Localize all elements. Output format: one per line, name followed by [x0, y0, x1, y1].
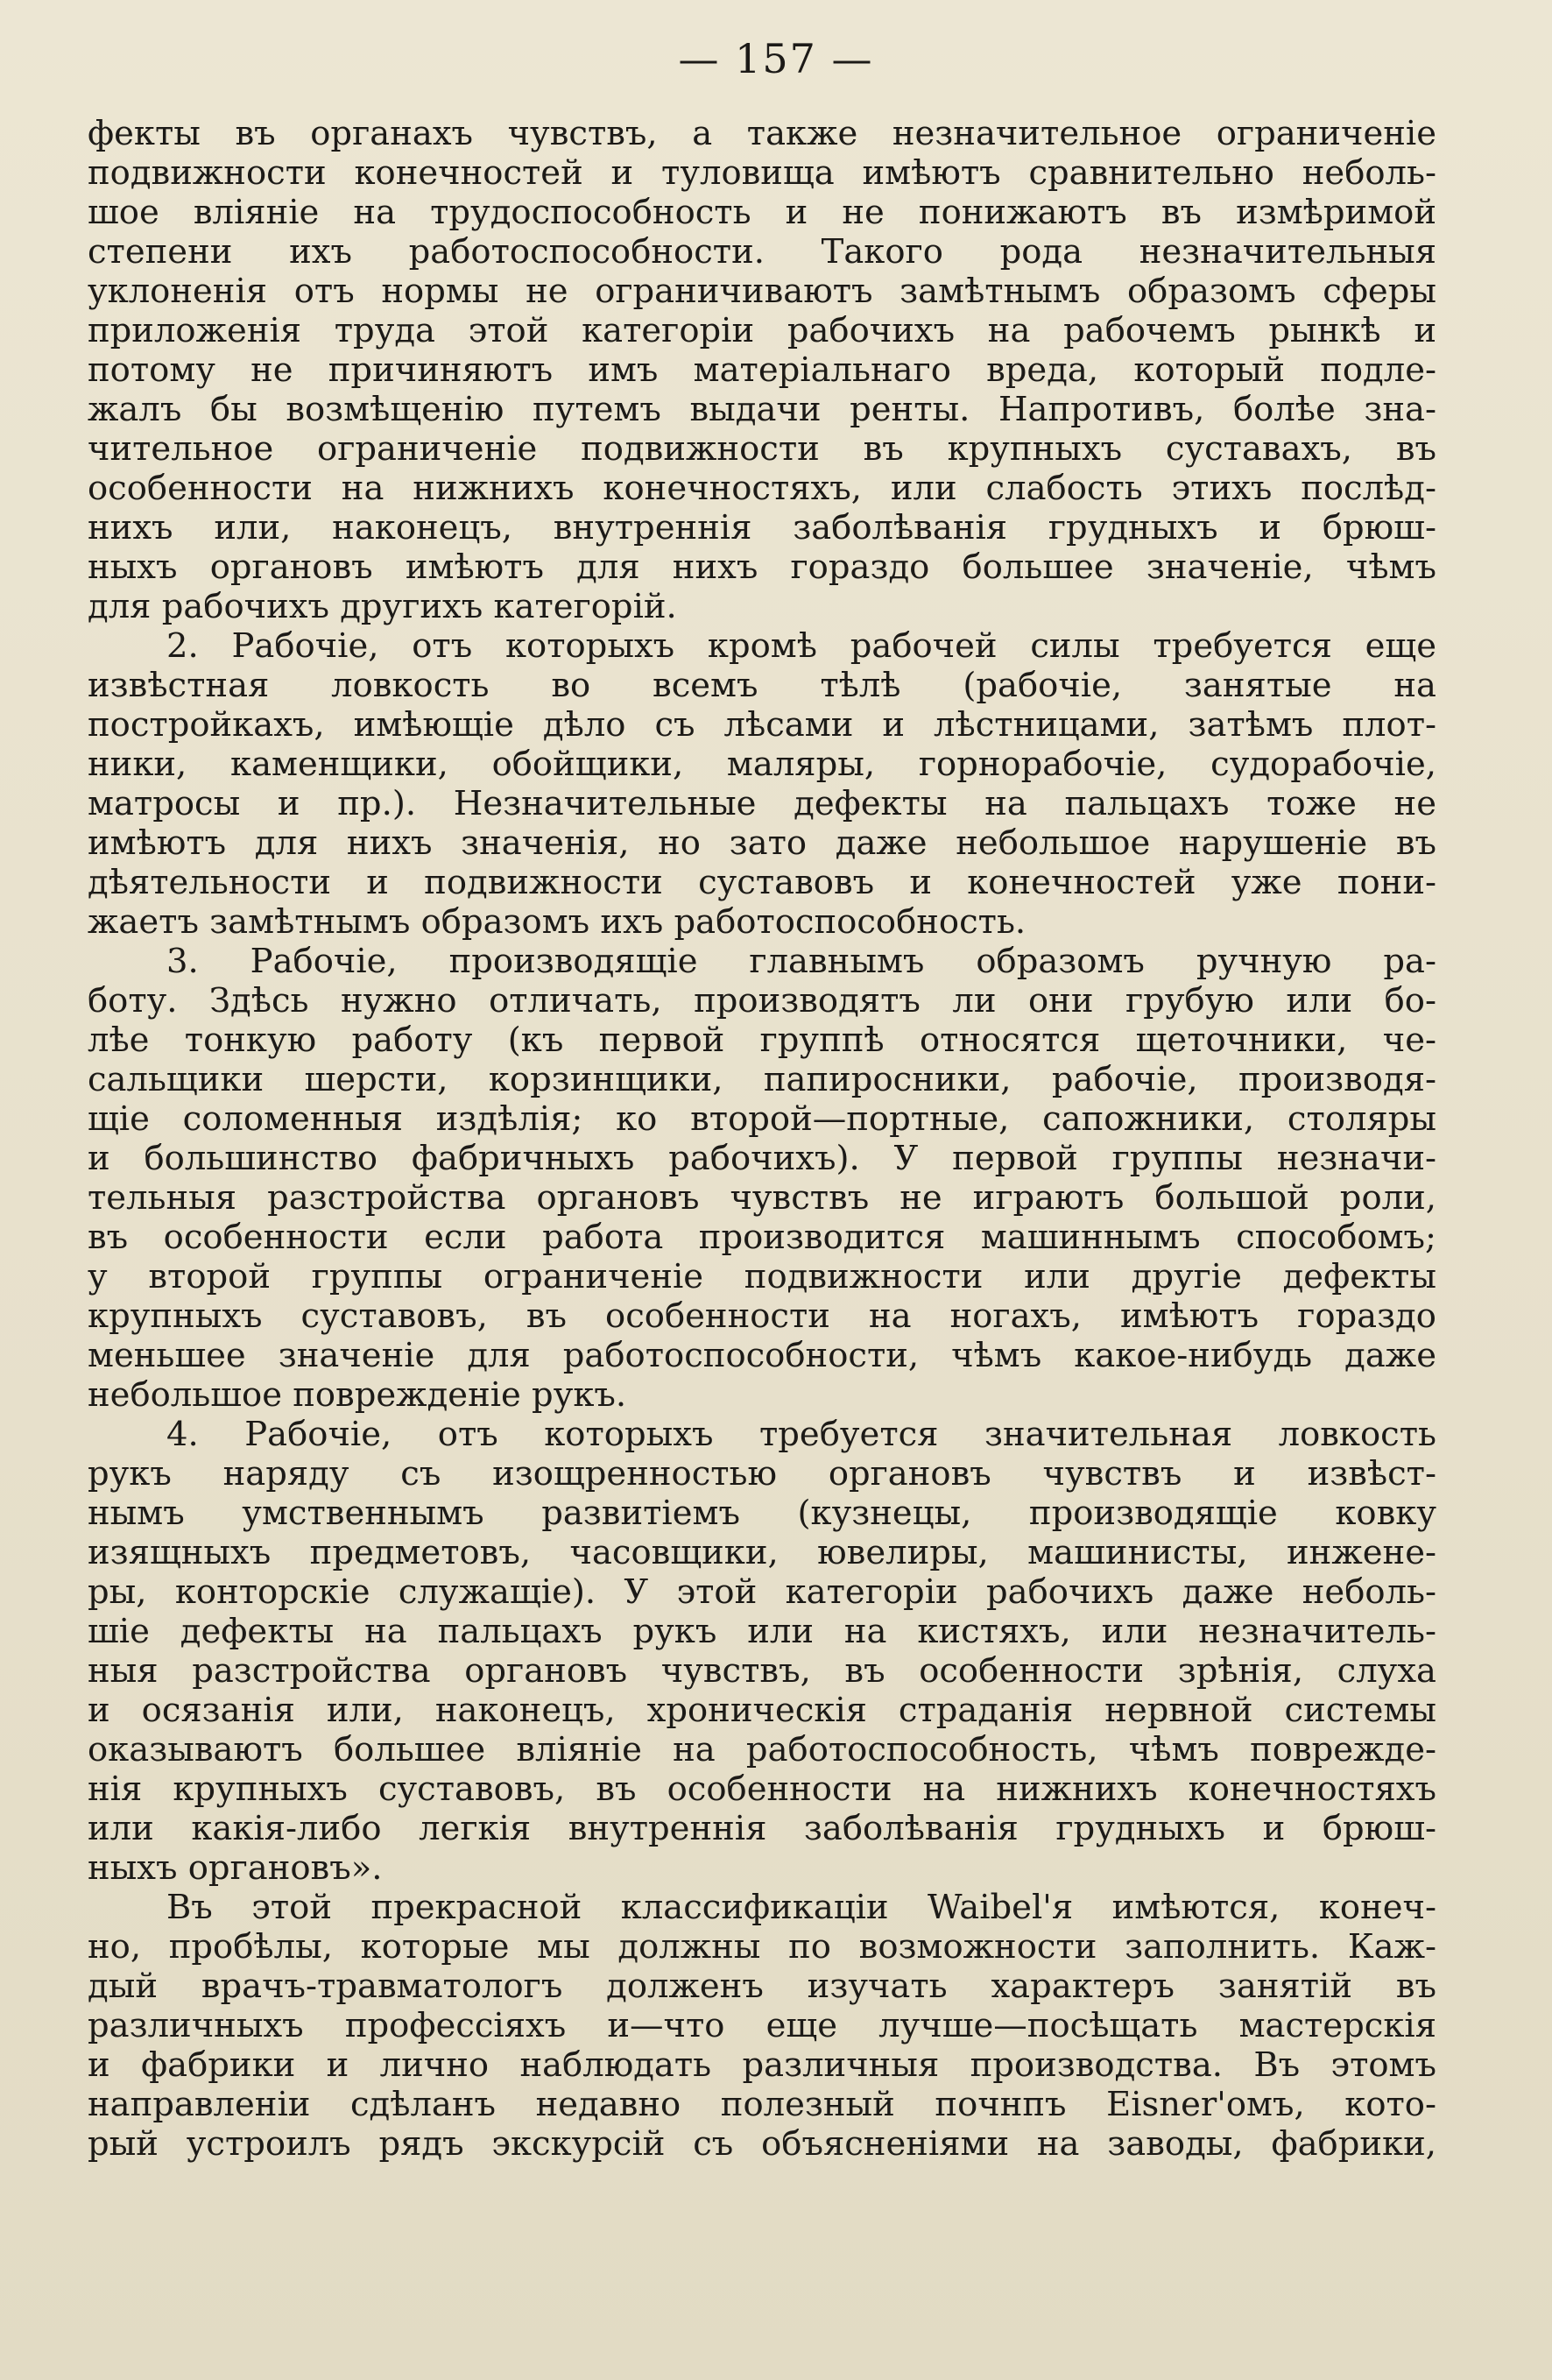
text-line: извѣстная ловкость во всемъ тѣлѣ (рабочіе, занятые на — [88, 666, 1436, 705]
text-line: небольшое поврежденіе рукъ. — [88, 1375, 627, 1415]
text-line: матросы и пр.). Незначительные дефекты на пальцахъ тоже не — [88, 784, 1436, 823]
text-line: различныхъ профессіяхъ и—что еще лучше—посѣщать мастерскія — [88, 2006, 1436, 2045]
text-line: нія крупныхъ суставовъ, въ особенности на нижнихъ конечностяхъ — [88, 1769, 1436, 1809]
text-line: ныя разстройства органовъ чувствъ, въ особенности зрѣнія, слуха — [88, 1651, 1436, 1691]
text-line: шіе дефекты на пальцахъ рукъ или на кистяхъ, или незначитель- — [88, 1612, 1436, 1651]
text-line: ры, конторскіе служащіе). У этой категоріи рабочихъ даже неболь- — [88, 1572, 1436, 1612]
text-line: постройкахъ, имѣющіе дѣло съ лѣсами и лѣстницами, затѣмъ плот- — [88, 705, 1436, 745]
text-line: потому не причиняютъ имъ матеріальнаго вреда, который подле- — [88, 350, 1436, 390]
text-line: крупныхъ суставовъ, въ особенности на ногахъ, имѣютъ гораздо — [88, 1296, 1436, 1336]
text-line: изящныхъ предметовъ, часовщики, ювелиры, машинисты, инжене- — [88, 1533, 1436, 1572]
text-line: ныхъ органовъ имѣютъ для нихъ гораздо большее значеніе, чѣмъ — [88, 547, 1436, 587]
text-line: оказываютъ большее вліяніе на работоспособность, чѣмъ поврежде- — [88, 1730, 1436, 1769]
body-text — [88, 114, 1436, 2164]
text-line: и фабрики и лично наблюдать различныя производства. Въ этомъ — [88, 2045, 1436, 2085]
text-line: тельныя разстройства органовъ чувствъ не играютъ большой роли, — [88, 1178, 1436, 1218]
text-line: нихъ или, наконецъ, внутреннія заболѣванія грудныхъ и брюш- — [88, 508, 1436, 547]
text-line: меньшее значеніе для работоспособности, чѣмъ какое-нибудь даже — [88, 1336, 1436, 1375]
text-line: щіе соломенныя издѣлія; ко второй—портные, сапожники, столяры — [88, 1099, 1436, 1139]
text-line: лѣе тонкую работу (къ первой группѣ относятся щеточники, че- — [88, 1021, 1436, 1060]
text-line: подвижности конечностей и туловища имѣютъ сравнительно неболь- — [88, 153, 1436, 193]
text-line: уклоненія отъ нормы не ограничиваютъ замѣтнымъ образомъ сферы — [88, 272, 1436, 311]
text-line: жалъ бы возмѣщенію путемъ выдачи ренты. Напротивъ, болѣе зна- — [88, 390, 1436, 429]
text-line: дый врачъ-травматологъ долженъ изучать характеръ занятій въ — [88, 1967, 1436, 2006]
text-line: у второй группы ограниченіе подвижности или другіе дефекты — [88, 1257, 1436, 1296]
text-line: шое вліяніе на трудоспособность и не понижаютъ въ измѣримой — [88, 193, 1436, 232]
text-line: ники, каменщики, обойщики, маляры, горнорабочіе, судорабочіе, — [88, 745, 1436, 784]
text-line: 4. Рабочіе, отъ которыхъ требуется значительная ловкость — [166, 1415, 1436, 1454]
text-line: рый устроилъ рядъ экскурсій съ объясненіями на заводы, фабрики, — [88, 2124, 1436, 2164]
text-line: 2. Рабочіе, отъ которыхъ кромѣ рабочей силы требуется еще — [166, 626, 1436, 666]
text-line: направленіи сдѣланъ недавно полезный почнпъ Eisner'омъ, кото- — [88, 2085, 1436, 2124]
text-line: приложенія труда этой категоріи рабочихъ на рабочемъ рынкѣ и — [88, 311, 1436, 350]
text-line: ныхъ органовъ». — [88, 1848, 383, 1888]
text-line: рукъ наряду съ изощренностью органовъ чувствъ и извѣст- — [88, 1454, 1436, 1494]
text-line: но, пробѣлы, которые мы должны по возможности заполнить. Каж- — [88, 1927, 1436, 1967]
text-line: дѣятельности и подвижности суставовъ и конечностей уже пони- — [88, 863, 1436, 902]
text-line: или какія-либо легкія внутреннія заболѣванія грудныхъ и брюш- — [88, 1809, 1436, 1848]
text-line: и большинство фабричныхъ рабочихъ). У первой группы незначи- — [88, 1139, 1436, 1178]
text-line: для рабочихъ другихъ категорій. — [88, 587, 677, 626]
text-line: сальщики шерсти, корзинщики, папиросники, рабочіе, производя- — [88, 1060, 1436, 1099]
text-line: фекты въ органахъ чувствъ, а также незначительное ограниченіе — [88, 114, 1436, 153]
text-line: боту. Здѣсь нужно отличать, производятъ ли они грубую или бо- — [88, 981, 1436, 1021]
text-line: имѣютъ для нихъ значенія, но зато даже небольшое нарушеніе въ — [88, 823, 1436, 863]
text-line: степени ихъ работоспособности. Такого рода незначительныя — [88, 232, 1436, 272]
page-number: — 157 — — [678, 35, 874, 82]
text-line: въ особенности если работа производится машиннымъ способомъ; — [88, 1218, 1436, 1257]
text-line: и осязанія или, наконецъ, хроническія страданія нервной системы — [88, 1691, 1436, 1730]
text-line: особенности на нижнихъ конечностяхъ, или слабость этихъ послѣд- — [88, 469, 1436, 508]
text-line: 3. Рабочіе, производящіе главнымъ образомъ ручную ра- — [166, 942, 1436, 981]
text-line: нымъ умственнымъ развитіемъ (кузнецы, производящіе ковку — [88, 1494, 1436, 1533]
text-line: Въ этой прекрасной классификаціи Waibel'я имѣются, конеч- — [166, 1888, 1436, 1927]
text-line: жаетъ замѣтнымъ образомъ ихъ работоспособность. — [88, 902, 1026, 942]
text-line: чительное ограниченіе подвижности въ крупныхъ суставахъ, въ — [88, 429, 1436, 469]
